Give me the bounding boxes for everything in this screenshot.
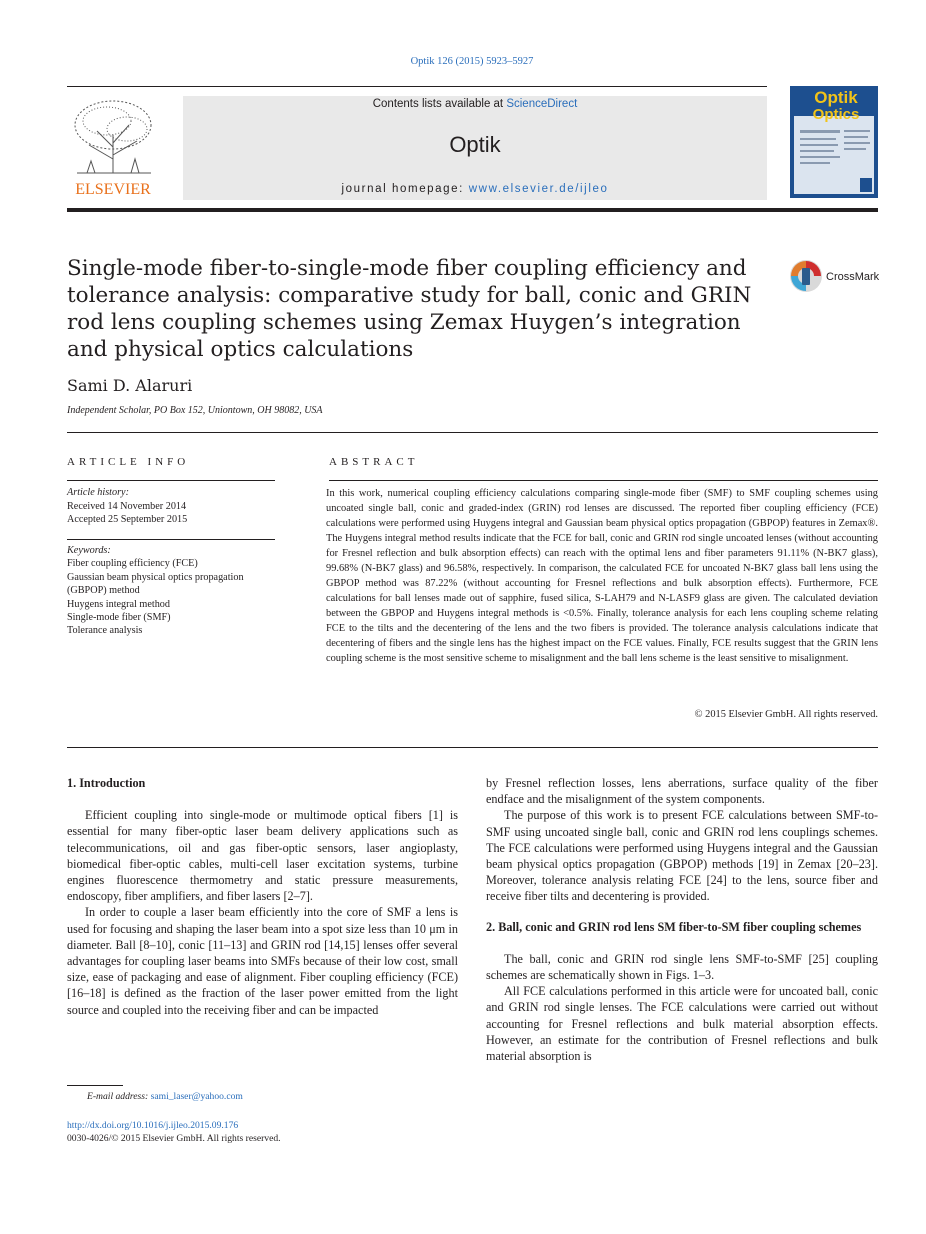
article-title: Single-mode fiber-to-single-mode fiber coupling efficiency and tolerance analysis: comparative study for ball, conic and GRIN rod lens coupling schemes using Zemax Huygen’s integration and physical optics calculations xyxy=(67,256,752,362)
abstract-copyright: © 2015 Elsevier GmbH. All rights reserved. xyxy=(694,709,878,720)
cover-title: Optik xyxy=(814,88,858,107)
crossmark-icon xyxy=(788,258,880,294)
header-rule xyxy=(67,86,767,87)
keyword: Huygens integral method xyxy=(67,598,170,610)
journal-masthead xyxy=(183,96,767,200)
paragraph: by Fresnel reflection losses, lens aberrations, surface quality of the fiber endface and the misalignment of the system components. xyxy=(486,776,878,807)
body-column-left xyxy=(67,775,458,1018)
email-label: E-mail address: xyxy=(87,1091,151,1102)
received-date: Received 14 November 2014 xyxy=(67,500,187,512)
sciencedirect-link[interactable]: ScienceDirect xyxy=(506,98,578,110)
keyword: Single-mode fiber (SMF) xyxy=(67,612,171,624)
keyword: Gaussian beam physical optics propagation xyxy=(67,571,244,583)
issn-line: 0030-4026/© 2015 Elsevier GmbH. All rights reserved. xyxy=(67,1133,281,1144)
author-email xyxy=(87,1091,243,1102)
article-info-heading: ARTICLE INFO xyxy=(67,456,190,468)
title-rule xyxy=(67,432,878,433)
article-info-rule xyxy=(67,480,275,481)
crossmark-label: CrossMark xyxy=(826,271,880,283)
tree-icon xyxy=(67,95,159,199)
abstract-rule xyxy=(329,480,878,481)
footnote-rule xyxy=(67,1085,123,1086)
journal-name: Optik xyxy=(449,132,501,157)
paragraph: The purpose of this work is to present FCE calculations between SMF-to-SMF using uncoated single ball, conic and GRIN rod lens couplings schemes. The FCE calculations were performed using Huygens integral and the Gaussian beam physical optics propagation (GBPOP) methods [19] in Zemax [20–23]. Moreover, tolerance analysis relating FCE [24] to the lens, source fiber and receive fiber tilts and decentering is provided. xyxy=(486,808,878,904)
keywords-label: Keywords: xyxy=(67,545,111,556)
abstract-text: In this work, numerical coupling efficiency calculations comparing single-mode fiber (SMF) to SMF coupling schemes using uncoated single ball, conic and graded-index (GRIN) rod lenses are discussed. The reported fiber coupling efficiency (FCE) calculations were performed using Huygens integral and Gaussian beam physical optics propagation (GBPOP) features in Zemax®. The Huygens integral method results indicate that the FCE for ball, conic and GRIN rod single uncoated lenses (without accounting for Fresnel reflection and bulk absorption effects) can reach with the optimal lens and fiber parameters 91.11% (N-BK7 glass), 99.68% (N-BK7 glass) and 96.58%, respectively. In comparison, the calculated FCE for uncoated N-BK7 glass ball lens using the GBPOP method was 87.22% (without accounting for Fresnel reflections and bulk absorption effects). Furthermore, FCE calculations for ball lenses made out of sapphire, fused silica, S-LAH79 and N-LASF9 glass are given. The calculated deviation between the GBPOP and Huygens integral methods is <0.5%. Finally, tolerance analysis for each lens coupling scheme relating FCE to the tilts and the decentering of the lens and the two fibers is provided. The tolerance analysis calculations indicate that decentering of fibers and the single lens has the highest impact on the FCE values. Finally, FCE results suggest that the GRIN lens coupling scheme is the most sensitive scheme to misalignment and the ball lens scheme is the least sensitive to misalignment. xyxy=(326,488,878,664)
accepted-date: Accepted 25 September 2015 xyxy=(67,514,188,525)
paragraph: The ball, conic and GRIN rod single lens SMF-to-SMF [25] coupling schemes are schematically shown in Figs. 1–3. xyxy=(486,951,878,983)
paragraph: In order to couple a laser beam efficiently into the core of SMF a lens is used for focusing and shaping the laser beam into a spot size less than 10 μm in diameter. Ball [8–10], conic [11–13] and GRIN rod [14,15] lenses offer several advantages for coupling laser beams into SMFs because of their low cost, small size, ease of packaging and ease of alignment. Fiber coupling efficiency (FCE) [16–18] is defined as the fraction of the laser power emitted from the light source and coupled into the receiving fiber and can be impacted xyxy=(67,905,458,1017)
keyword: (GBPOP) method xyxy=(67,585,140,597)
crossmark-badge[interactable] xyxy=(788,258,880,294)
contents-prefix: Contents lists available at xyxy=(372,98,507,110)
homepage-line xyxy=(183,183,767,195)
author-affiliation: Independent Scholar, PO Box 152, Uniontown, OH 98082, USA xyxy=(67,405,323,416)
author-name: Sami D. Alaruri xyxy=(67,376,193,395)
paragraph: Efficient coupling into single-mode or multimode optical fibers [1] is essential for many fiber-optic laser beam delivery applications such as telecommunications, oil and gas fiber-optic sensors, laser angioplasty, biomedical fiber-optic cables, multi-cell laser excitation systems, turbine engines fluorescence thermometry and static pressure measurements, endoscopy, fiber amplifiers, and fiber lasers [2–7]. xyxy=(67,808,458,904)
homepage-prefix: journal homepage: xyxy=(341,183,469,195)
keyword: Tolerance analysis xyxy=(67,625,143,637)
body-column-right xyxy=(486,775,878,1064)
section-2-title: 2. Ball, conic and GRIN rod lens SM fiber-to-SM fiber coupling schemes xyxy=(486,919,862,934)
abstract-bottom-rule xyxy=(67,747,878,748)
keyword: Fiber coupling efficiency (FCE) xyxy=(67,558,198,570)
contents-line xyxy=(183,98,767,110)
homepage-link[interactable]: www.elsevier.de/ijleo xyxy=(468,183,609,195)
cover-subtitle: Optics xyxy=(812,106,860,123)
email-link[interactable]: sami_laser@yahoo.com xyxy=(150,1091,243,1102)
history-label: Article history: xyxy=(67,487,129,498)
doi-link[interactable]: http://dx.doi.org/10.1016/j.ijleo.2015.09.176 xyxy=(67,1120,239,1131)
header-thick-rule xyxy=(67,208,878,212)
svg-text:ELSEVIER: ELSEVIER xyxy=(75,181,151,198)
history-rule xyxy=(67,539,275,540)
journal-citation[interactable]: Optik 126 (2015) 5923–5927 xyxy=(410,56,534,67)
journal-cover[interactable] xyxy=(790,86,878,198)
article-history xyxy=(67,486,187,527)
elsevier-logo[interactable] xyxy=(67,95,159,199)
section-1-title: 1. Introduction xyxy=(67,776,146,790)
abstract-heading: ABSTRACT xyxy=(329,456,419,468)
keywords-list xyxy=(67,544,282,638)
paragraph: All FCE calculations performed in this article were for uncoated ball, conic and GRIN rod single lenses. The FCE calculations were carried out without accounting for Fresnel reflections and bulk material absorption effects. However, an estimate for the contribution of Fresnel reflections and bulk material absorption is xyxy=(486,984,878,1064)
